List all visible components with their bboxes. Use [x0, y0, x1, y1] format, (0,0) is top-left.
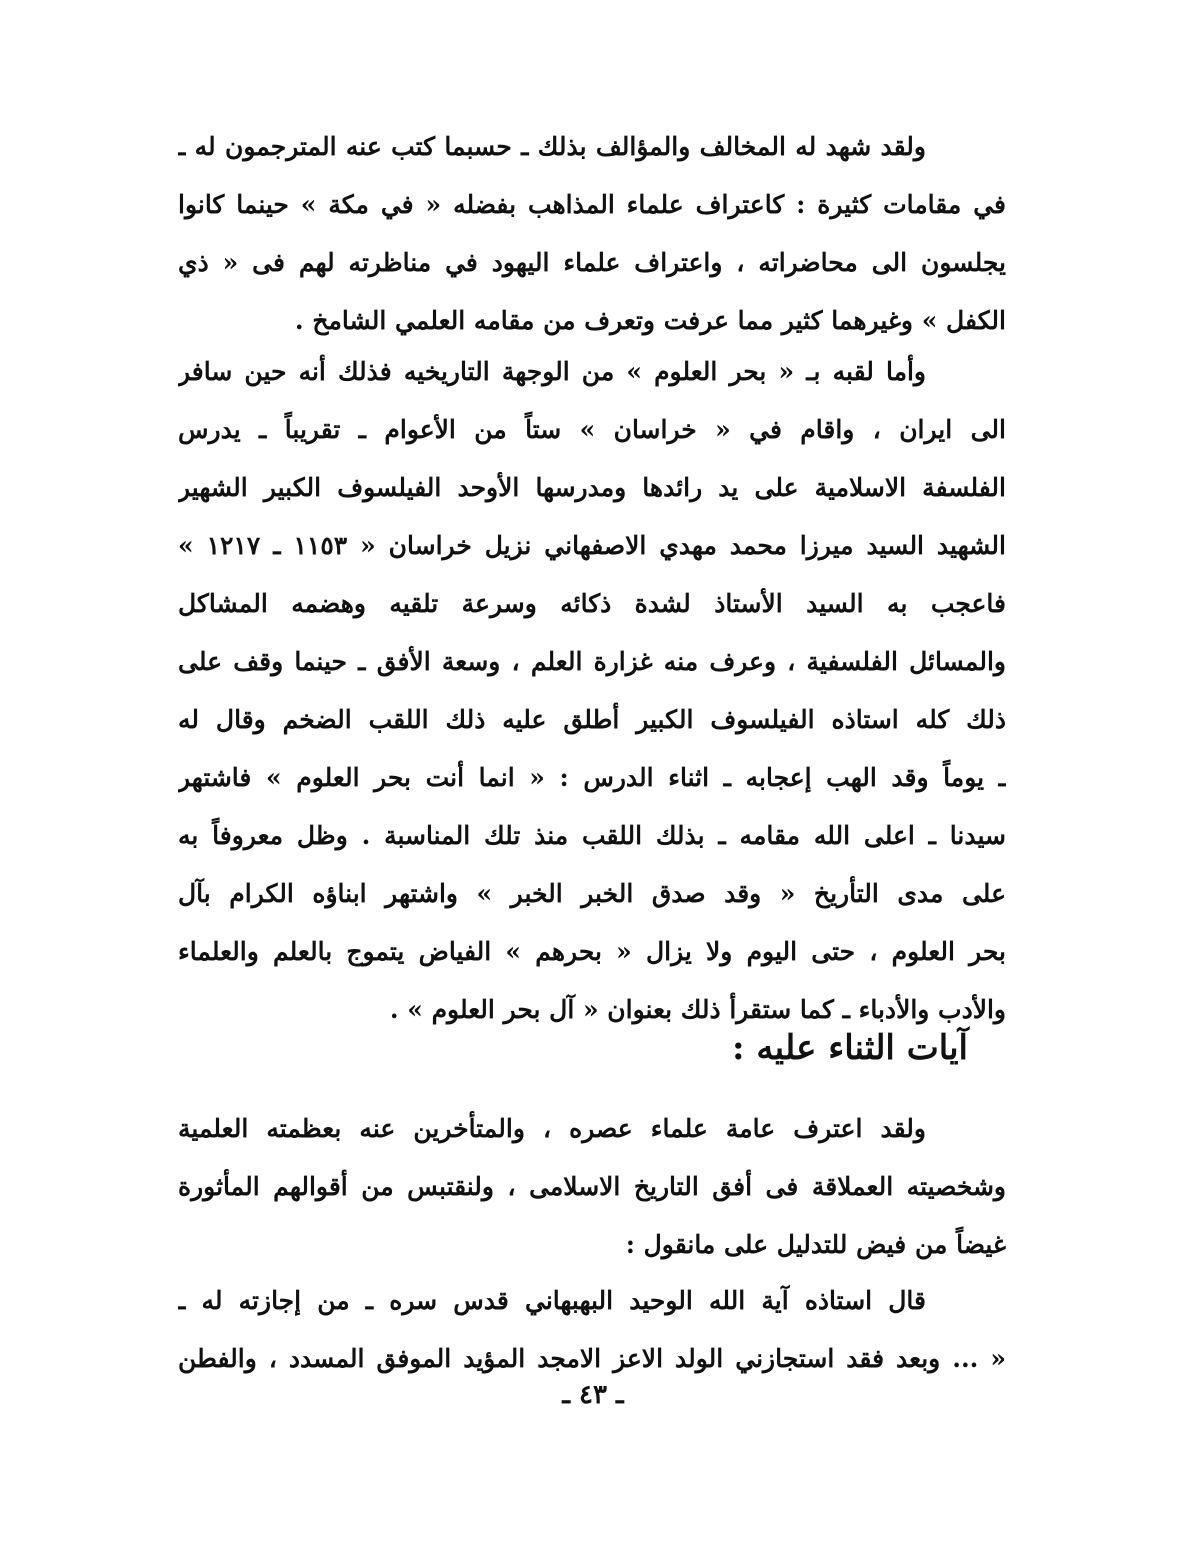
paragraph-3	[178, 1100, 1006, 1274]
text-line: سيدنا ـ اعلى الله مقامه ـ بذلك اللقب منذ تلك المناسبة . وظل معروفاً به	[178, 821, 1006, 850]
text-line: والأدب والأدباء ـ كما ستقرأ ذلك بعنوان « آل بحر العلوم » .	[389, 995, 1006, 1024]
text-line: ولقد اعترف عامة علماء عصره ، والمتأخرين عنه بعظمته العلمية	[178, 1114, 926, 1143]
paragraph-1	[178, 118, 1006, 350]
text-line: فاعجب به السيد الأستاذ لشدة ذكائه وسرعة تلقيه وهضمه المشاكل	[178, 589, 1006, 618]
text-line: بحر العلوم ، حتى اليوم ولا يزال « بحرهم » الفياض يتموج بالعلم والعلماء	[178, 937, 1006, 966]
text-line: « ... وبعد فقد استجازني الولد الاعز الامجد المؤيد الموفق المسدد ، والفطن	[178, 1344, 1006, 1373]
paragraph-2	[178, 343, 1006, 1039]
text-line: يجلسون الى محاضراته ، واعتراف علماء اليهود في مناظرته لهم فى « ذي	[178, 248, 1006, 277]
text-line: قال استاذه آية الله الوحيد البهبهاني قدس سره ـ من إجازته له ـ	[178, 1286, 926, 1315]
text-line: ـ يوماً وقد الهب إعجابه ـ اثناء الدرس : « انما أنت بحر العلوم » فاشتهر	[178, 763, 1006, 792]
text-line: غيضاً من فيض للتدليل على مانقول :	[625, 1230, 1006, 1259]
text-line: وأما لقبه بـ « بحر العلوم » من الوجهة التاريخيه فذلك أنه حين سافر	[178, 357, 926, 386]
section-heading: آيات الثناء عليه :	[731, 1028, 968, 1068]
text-line: ذلك كله استاذه الفيلسوف الكبير أطلق عليه ذلك اللقب الضخم وقال له	[178, 705, 1006, 734]
text-line: في مقامات كثيرة : كاعتراف علماء المذاهب بفضله « في مكة » حينما كانوا	[178, 190, 1006, 219]
text-line: على مدى التأريخ « وقد صدق الخبر الخبر » واشتهر ابناؤه الكرام بآل	[178, 879, 1006, 908]
text-line: وشخصيته العملاقة فى أفق التاريخ الاسلامى ، ولنقتبس من أقوالهم المأثورة	[178, 1172, 1006, 1201]
text-line: الفلسفة الاسلامية على يد رائدها ومدرسها الأوحد الفيلسوف الكبير الشهير	[178, 473, 1006, 502]
text-line: ولقد شهد له المخالف والمؤالف بذلك ـ حسبما كتب عنه المترجمون له ـ	[178, 132, 926, 161]
text-line: الكفل » وغيرهما كثير مما عرفت وتعرف من مقامه العلمي الشامخ .	[294, 306, 1006, 335]
page-number: ـ ٤٣ ـ	[562, 1380, 624, 1410]
text-line: الشهيد السيد ميرزا محمد مهدي الاصفهاني نزيل خراسان « ١١٥٣ ـ ١٢١٧ »	[178, 531, 1006, 560]
text-line: الى ايران ، واقام في « خراسان » ستاً من الأعوام ـ تقريباً ـ يدرس	[178, 415, 1006, 444]
text-line: والمسائل الفلسفية ، وعرف منه غزارة العلم ، وسعة الأفق ـ حينما وقف على	[178, 647, 1006, 676]
